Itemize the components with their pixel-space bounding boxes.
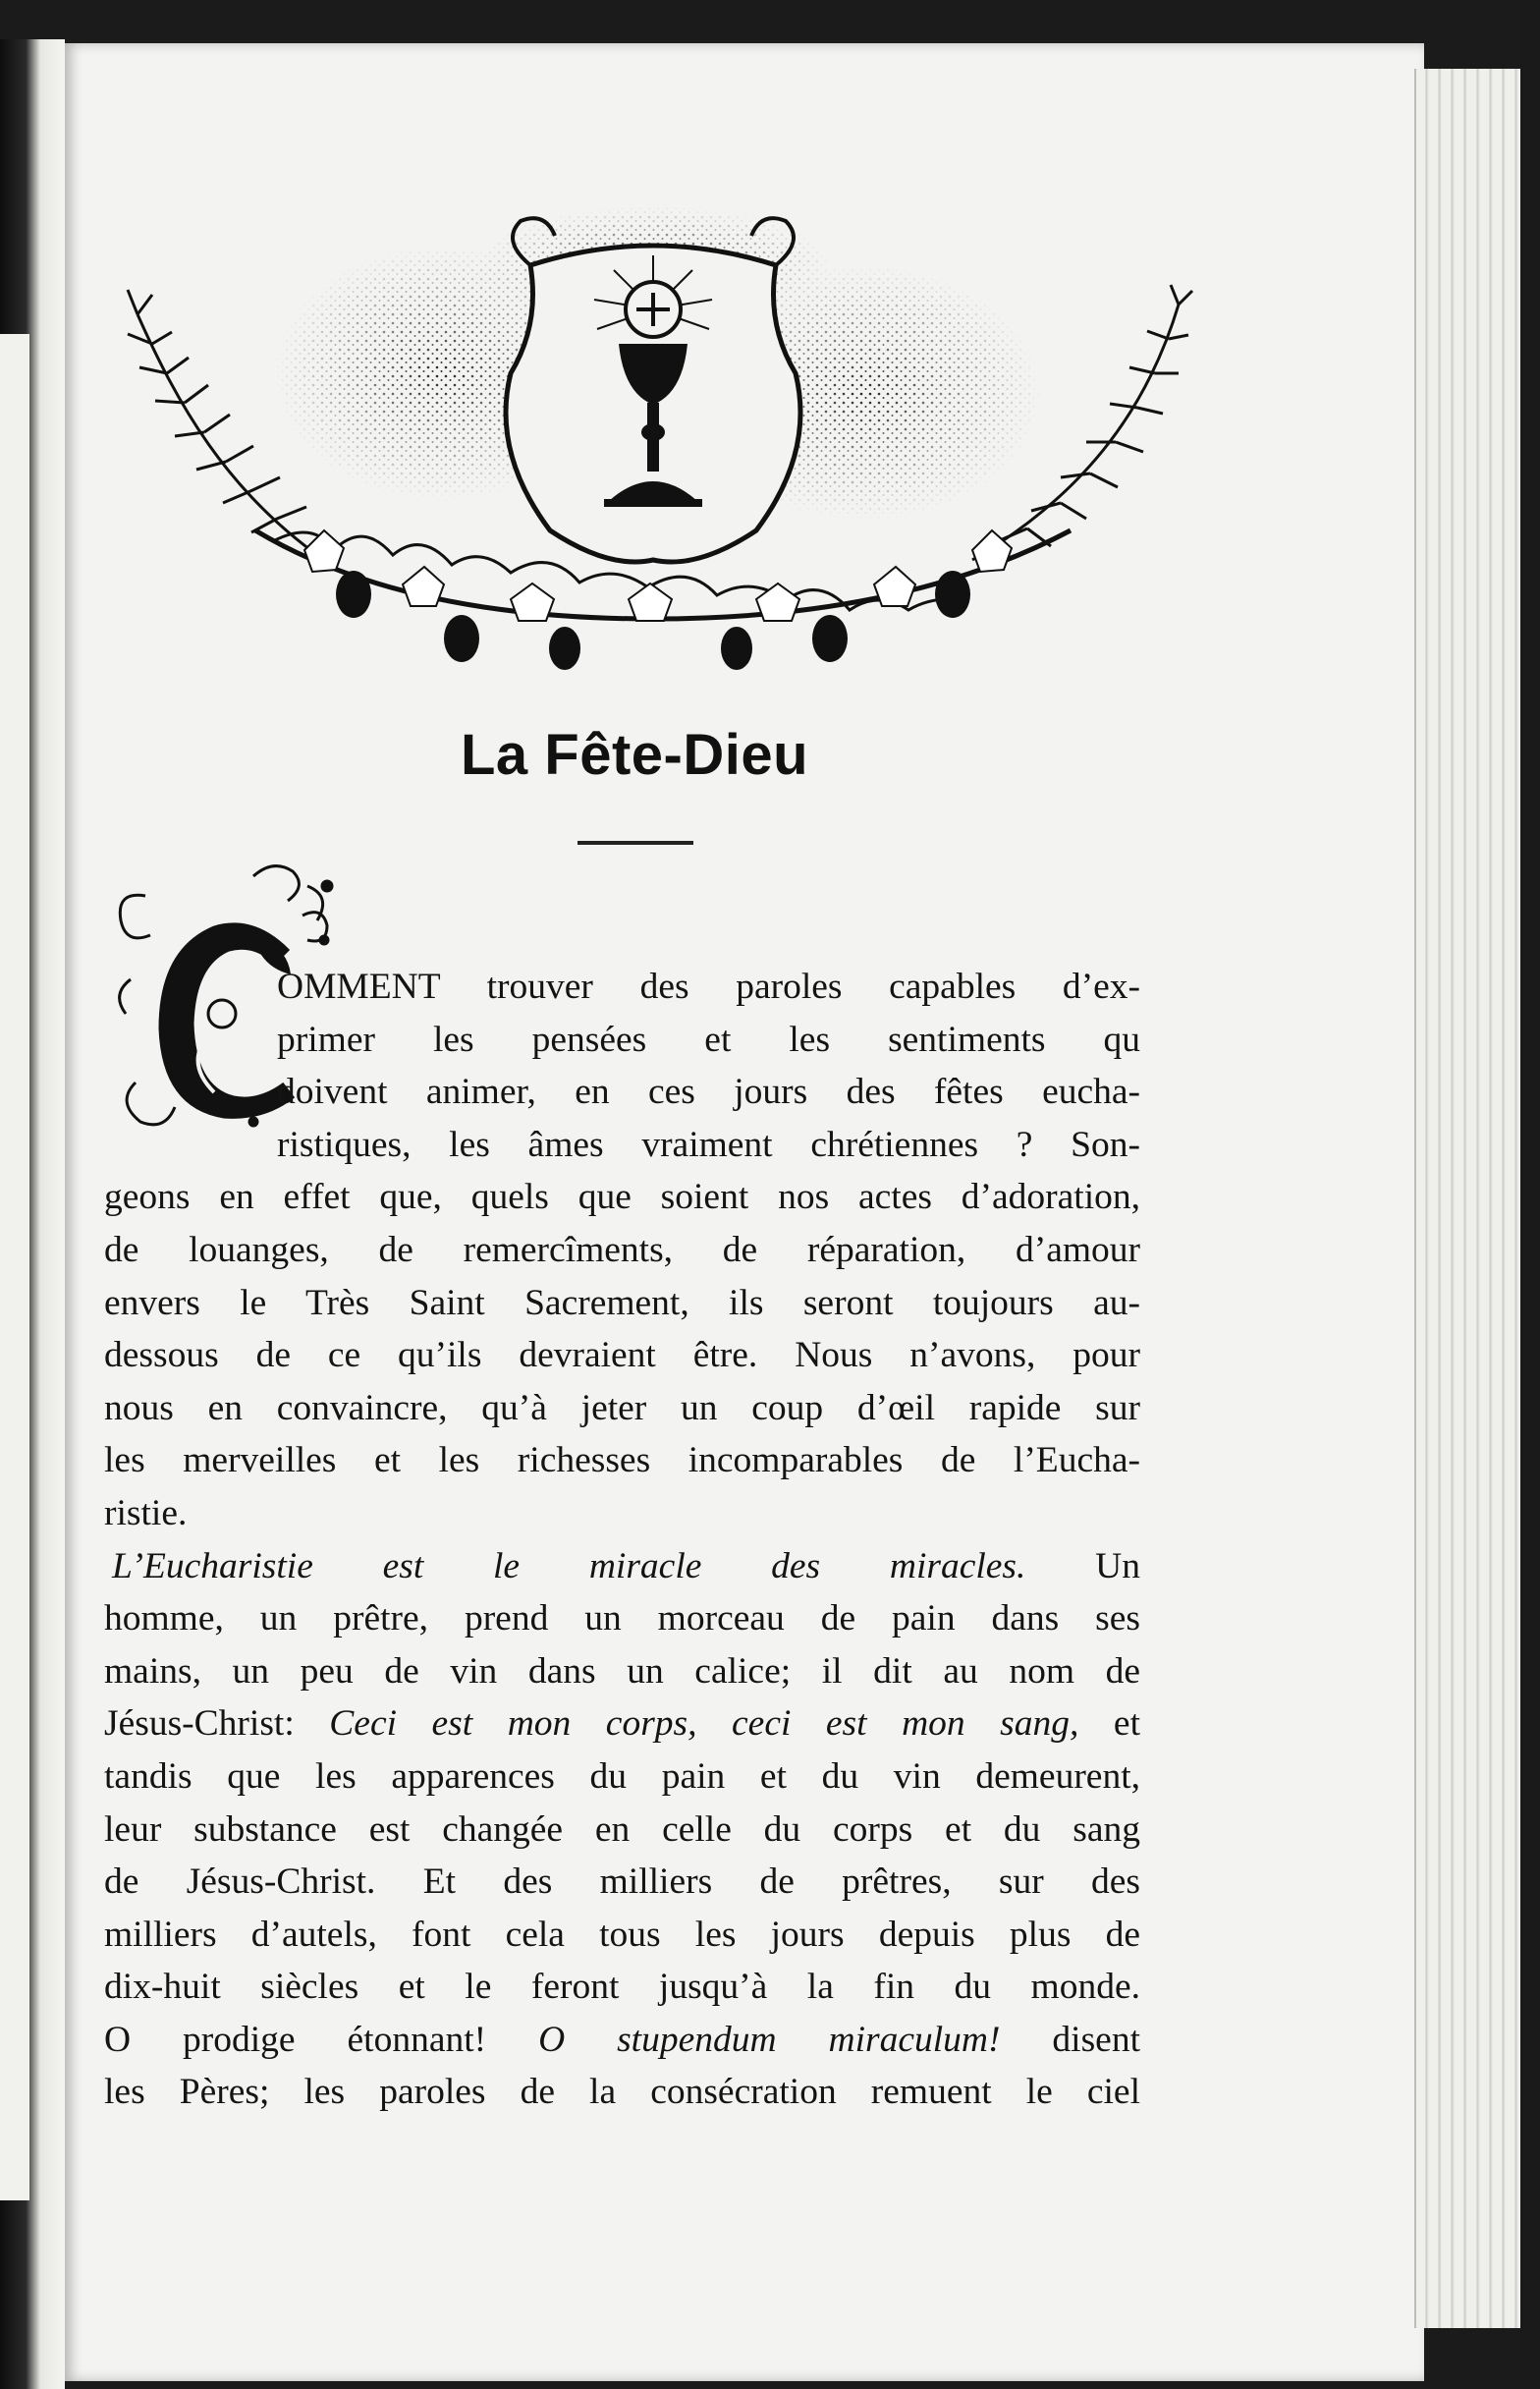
text-line: dix-huit siècles et le feront jusqu’à la fin du monde. (104, 1967, 1140, 2008)
text-line: tandis que les apparences du pain et du vin demeurent, (104, 1755, 1140, 1797)
text-line: OMMENT trouver des paroles capables d’ex- (277, 967, 1140, 1007)
text-line: envers le Très Saint Sacrement, ils seront toujours au- (104, 1282, 1140, 1323)
paragraph-1-dropcap-lines (104, 961, 1140, 1171)
facing-page-edge (0, 334, 29, 2200)
text-fragment: O prodige étonnant! (104, 2019, 539, 2060)
text-line: doivent animer, en ces jours des fêtes eucha- (277, 1072, 1140, 1113)
body-text (104, 961, 1140, 2119)
text-line: mains, un peu de vin dans un calice; il dit au nom de (104, 1650, 1140, 1692)
italic-phrase: Ceci est mon corps, ceci est mon sang, (329, 1703, 1079, 1745)
scan-background-edge (1520, 0, 1540, 2389)
text-fragment: disent (1000, 2019, 1140, 2060)
text-line: geons en effet que, quels que soient nos actes d’adoration, (104, 1177, 1140, 1218)
text-line: primer les pensées et les sentiments qu (277, 1019, 1140, 1060)
text-line: de louanges, de remercîments, de réparation, d’amour (104, 1229, 1140, 1270)
title-rule-divider (578, 841, 693, 845)
text-line: leur substance est changée en celle du corps et du sang (104, 1808, 1140, 1850)
text-fragment: Jésus-Christ: (104, 1703, 330, 1745)
text-line: nous en convaincre, qu’à jeter un coup d’œil rapide sur (104, 1387, 1140, 1428)
paragraph-2-line (104, 2014, 1140, 2067)
text-line: homme, un prêtre, prend un morceau de pain dans ses (104, 1598, 1140, 1639)
text-fragment: Un (1025, 1545, 1140, 1586)
italic-phrase: L’Eucharistie est le miracle des miracles. (112, 1545, 1026, 1586)
chapter-title: La Fête-Dieu (460, 723, 809, 787)
text-line: ristie. (104, 1492, 188, 1533)
text-line: de Jésus-Christ. Et des milliers de prêtres, sur des (104, 1861, 1140, 1903)
italic-phrase: O stupendum miraculum! (538, 2019, 1001, 2060)
paragraph-2-line (104, 1697, 1140, 1750)
paragraph-2-line (104, 1540, 1140, 1593)
text-line: milliers d’autels, font cela tous les jours depuis plus de (104, 1914, 1140, 1955)
host-with-cross-icon (626, 282, 681, 337)
text-line: les merveilles et les richesses incomparables de l’Eucha- (104, 1440, 1140, 1481)
eucharistic-ornament-illustration (108, 206, 1198, 697)
text-line: dessous de ce qu’ils devraient être. Nous n’avons, pour (104, 1335, 1140, 1376)
text-line: les Pères; les paroles de la consécration remuent le ciel (104, 2072, 1140, 2113)
text-line: ristiques, les âmes vraiment chrétiennes ? Son- (277, 1124, 1140, 1165)
text-fragment: et (1078, 1703, 1140, 1745)
